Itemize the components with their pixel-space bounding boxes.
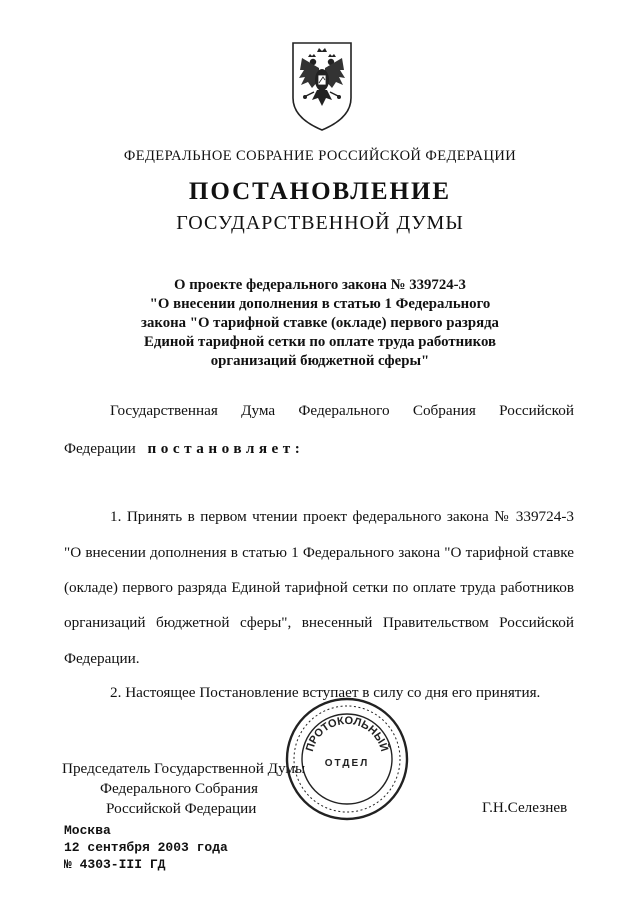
paragraph-1-line: организаций бюджетной сферы", внесенный Правительством Российской xyxy=(64,614,574,631)
signatory-title-line: Российской Федерации xyxy=(106,800,257,817)
preamble-line xyxy=(64,440,304,458)
stamp-top-text: ПРОТОКОЛЬНЫЙ xyxy=(303,714,391,754)
subject-line: Единой тарифной сетки по оплате труда работников xyxy=(144,334,496,350)
signatory-title-line: Федерального Собрания xyxy=(100,780,258,797)
paragraph-2: 2. Настоящее Постановление вступает в силу со дня его принятия. xyxy=(110,684,541,701)
document-type-subtitle: ГОСУДАРСТВЕННОЙ ДУМЫ xyxy=(176,212,464,234)
organization-header: ФЕДЕРАЛЬНОЕ СОБРАНИЕ РОССИЙСКОЙ ФЕДЕРАЦИИ xyxy=(123,148,517,164)
signatory-title-line: Председатель Государственной Думы xyxy=(62,760,306,777)
official-stamp-icon xyxy=(282,694,412,824)
subject-line: "О внесении дополнения в статью 1 Федерального xyxy=(149,296,491,312)
footer-number: № 4303-III ГД xyxy=(64,857,166,872)
paragraph-1-line: 1. Принять в первом чтении проект федерального закона № 339724-3 xyxy=(110,508,574,525)
signatory-title xyxy=(62,759,305,819)
preamble-emphasis: постановляет: xyxy=(147,440,305,457)
paragraph-1-line: Федерации. xyxy=(64,650,140,667)
preamble-text: Федерации xyxy=(64,440,136,457)
document-footer xyxy=(64,822,228,873)
coat-of-arms-icon xyxy=(290,40,354,132)
subject-line: организаций бюджетной сферы" xyxy=(210,353,430,369)
document-type-title: ПОСТАНОВЛЕНИЕ xyxy=(188,178,452,205)
preamble-line: Государственная Дума Федерального Собрания Российской xyxy=(110,402,574,419)
footer-city: Москва xyxy=(64,823,111,838)
footer-date: 12 сентября 2003 года xyxy=(64,840,228,855)
paragraph-1-line: "О внесении дополнения в статью 1 Федерального закона "О тарифной ставке xyxy=(64,544,574,561)
signatory-name: Г.Н.Селезнев xyxy=(482,799,568,816)
subject-line: закона "О тарифной ставке (окладе) первого разряда xyxy=(141,315,499,331)
resolution-subject xyxy=(100,276,540,371)
paragraph-1-line: (окладе) первого разряда Единой тарифной сетки по оплате труда работников xyxy=(64,579,574,596)
stamp-center-text: ОТДЕЛ xyxy=(324,758,370,769)
subject-line: О проекте федерального закона № 339724-3 xyxy=(174,277,466,293)
